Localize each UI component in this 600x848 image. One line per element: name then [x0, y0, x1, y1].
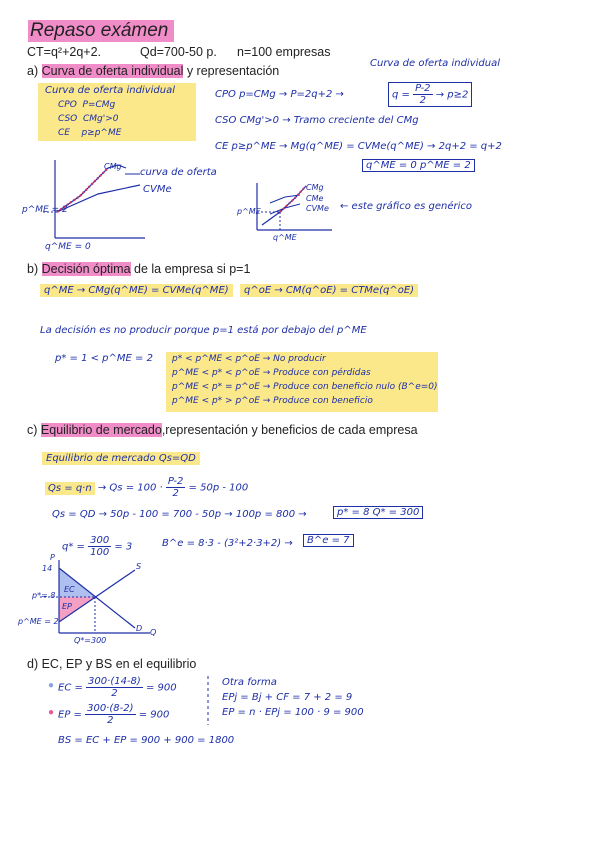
oferta-individual-title: Curva de oferta individual	[370, 58, 500, 69]
bullet-pink-icon: ●	[48, 707, 55, 718]
ep-total-formula: EP = n · EPj = 100 · 9 = 900	[222, 707, 364, 718]
case-beneficio: p^ME < p* > p^oE → Produce con beneficio	[172, 396, 373, 406]
pme-market-label: p^ME = 2	[18, 617, 59, 626]
qstar-axis-label: Q*=300	[74, 636, 107, 645]
epj-formula: EPj = Bj + CF = 7 + 2 = 9	[222, 692, 353, 703]
g2-pme-label: p^ME	[237, 207, 261, 216]
qs-highlight: Qs = q·n	[45, 482, 95, 495]
section-b-heading: b) Decisión óptima de la empresa si p=1	[27, 262, 251, 276]
pme-label: p^ME = 2	[22, 205, 68, 215]
pstar-label: p*= 8	[32, 591, 56, 600]
ce-line: CE p≥p^ME → Mg(q^ME) = CVMe(q^ME) → 2q+2 = q+2	[215, 141, 502, 152]
p14-label: 14	[42, 564, 53, 573]
equilibrium-box: p* = 8 Q* = 300	[333, 506, 423, 519]
g2-cmg-label: CMg	[306, 183, 324, 192]
bullet-blue-icon: ●	[48, 680, 55, 691]
qstar-line: q* = $\frac{300}{100}$ = 3	[62, 535, 133, 558]
decision-text: La decisión es no producir porque p=1 está por debajo del p^ME	[40, 325, 367, 336]
demand-label: D	[136, 624, 143, 633]
axis-q-label: Q	[150, 628, 157, 637]
g2-cvme-label: CVMe	[306, 204, 329, 213]
supply-label: S	[136, 562, 142, 571]
section-d-heading: d) EC, EP y BS en el equilibrio	[27, 657, 197, 671]
q-num: P-2	[415, 83, 431, 94]
box-line-cso: CSO CMg'>0	[58, 114, 119, 124]
equilibrium-line: Qs = QD → 50p - 100 = 700 - 50p → 100p = 800 →	[52, 509, 307, 520]
conditions-box-title: Curva de oferta individual	[45, 85, 175, 96]
qme-definition: q^ME → CMg(q^ME) = CVMe(q^ME)	[40, 284, 233, 297]
section-b-highlight: Decisión óptima	[41, 262, 131, 276]
ec-formula: EC = $\frac{300\cdot(14-8)}{2}$ = 900	[58, 676, 177, 699]
qme-label: q^ME = 0	[45, 242, 91, 252]
cso-line: CSO CMg'>0 → Tramo creciente del CMg	[215, 115, 419, 126]
section-a-highlight: Curva de oferta individual	[41, 64, 184, 78]
generic-note: ← este gráfico es genérico	[340, 201, 473, 212]
g2-cme-label: CMe	[306, 194, 324, 203]
section-a-heading: a) Curva de oferta individual y representación	[27, 64, 280, 78]
ec-area-label: EC	[64, 585, 75, 594]
section-c-heading: c) Equilibrio de mercado,representación y beneficios de cada empresa	[27, 423, 418, 437]
given-ct: CT=q²+2q+2.	[27, 45, 102, 59]
bs-formula: BS = EC + EP = 900 + 900 = 1800	[58, 735, 235, 746]
case-perdidas: p^ME < p* < p^oE → Produce con pérdidas	[172, 368, 371, 378]
given-qd: Qd=700-50 p.	[140, 45, 217, 59]
box-line-ce: CE p≥p^ME	[58, 128, 122, 138]
equilibrio-title: Equilibrio de mercado Qs=QD	[42, 452, 200, 465]
ep-area-label: EP	[62, 602, 72, 611]
supply-formula-box: q = $\frac{P-2}{2}$ → p≥2	[388, 82, 472, 107]
case-no-producir: p* < p^ME < p^oE → No producir	[172, 354, 326, 364]
otra-forma: Otra forma	[222, 677, 277, 688]
oferta-label: curva de oferta	[140, 167, 217, 178]
min-point-box: q^ME = 0 p^ME = 2	[362, 159, 475, 172]
page-title: Repaso exámen	[28, 20, 174, 42]
given-n: n=100 empresas	[237, 45, 331, 59]
cpo-line: CPO p=CMg → P=2q+2 →	[215, 89, 344, 100]
benefit-box: B^e = 7	[303, 534, 354, 547]
box-line-cpo: CPO P=CMg	[58, 100, 116, 110]
qs-line: Qs = q·n → Qs = 100 · $\frac{P-2}{2}$ = 50p - 100	[45, 476, 248, 499]
cvme-label: CVMe	[143, 184, 172, 195]
axis-p-label: P	[50, 553, 55, 562]
price-comparison: p* = 1 < p^ME = 2	[55, 353, 153, 364]
g2-qme-label: q^ME	[273, 233, 297, 242]
qoe-definition: q^oE → CM(q^oE) = CTMe(q^oE)	[240, 284, 418, 297]
q-den: 2	[419, 95, 427, 106]
benefit-line: B^e = 8·3 - (3²+2·3+2) →	[162, 538, 293, 549]
ep-formula: EP = $\frac{300\cdot(8-2)}{2}$ = 900	[58, 703, 170, 726]
cmg-label: CMg	[104, 162, 122, 171]
section-c-highlight: Equilibrio de mercado	[40, 423, 162, 437]
case-beneficio-nulo: p^ME < p* = p^oE → Produce con beneficio nulo (B^e=0)	[172, 382, 438, 392]
